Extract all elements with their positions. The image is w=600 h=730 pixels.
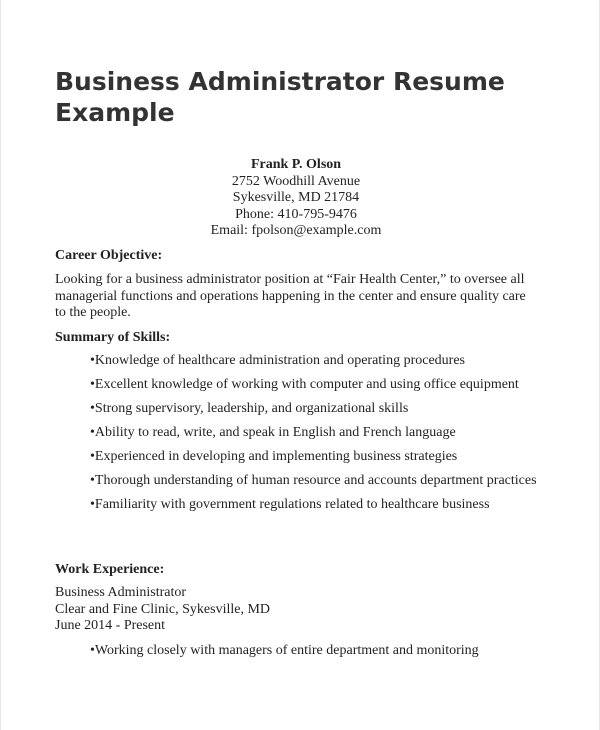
career-objective-text: Looking for a business administrator position at “Fair Health Center,” to oversee all managerial functions and operations happening in the center and ensure quality care to the people. — [55, 272, 526, 320]
skill-item: •Excellent knowledge of working with computer and using office equipment — [90, 377, 519, 392]
skill-item: •Ability to read, write, and speak in English and French language — [90, 425, 456, 440]
contact-block — [1, 157, 591, 240]
work-employer: Clear and Fine Clinic, Sykesville, MD — [55, 601, 271, 617]
contact-name: Frank P. Olson — [250, 157, 342, 172]
skill-item: •Experienced in developing and implementing business strategies — [90, 449, 458, 464]
skill-item: •Strong supervisory, leadership, and organizational skills — [90, 401, 409, 416]
contact-address: 2752 Woodhill Avenue — [231, 173, 361, 189]
work-entry — [55, 585, 270, 635]
skills-list — [90, 353, 540, 521]
contact-city: Sykesville, MD 21784 — [232, 190, 360, 205]
work-duties-list — [90, 643, 540, 660]
skill-item: •Familiarity with government regulations related to healthcare business — [90, 497, 490, 512]
skills-heading: Summary of Skills: — [55, 330, 171, 345]
skill-item: •Knowledge of healthcare administration and operating procedures — [90, 353, 465, 368]
work-dates: June 2014 - Present — [55, 618, 166, 633]
work-experience-heading: Work Experience: — [55, 562, 165, 577]
career-objective-heading: Career Objective: — [55, 248, 163, 263]
skill-item: •Thorough understanding of human resource and accounts department practices — [90, 473, 537, 488]
document-title: Business Administrator Resume Example — [55, 67, 505, 127]
work-duty-item: •Working closely with managers of entire department and monitoring — [90, 643, 479, 658]
contact-phone: Phone: 410-795-9476 — [235, 206, 357, 222]
contact-email: Email: fpolson@example.com — [210, 223, 382, 238]
work-position: Business Administrator — [55, 585, 187, 600]
